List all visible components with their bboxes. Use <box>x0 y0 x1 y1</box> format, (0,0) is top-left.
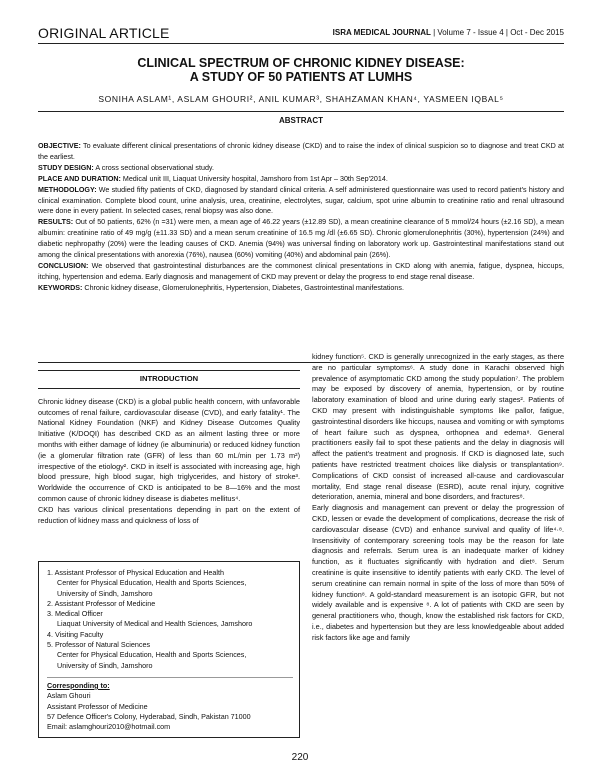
correspondence-email: Email: aslamghouri2010@hotmail.com <box>47 722 171 732</box>
intro-paragraph-1: Chronic kidney disease (CKD) is a global public health concern, with unfavorable outcomes of renal failure, cardiovascular disease (CVD), and early fatality¹. The National Kidney Foundation (NKF) and Kidney Disease Outcomes Quality Initiative (K/DOQI) has described CKD as an ailment lasting three or more months with either damage of kidney (ie albuminuria) or reduced kidney function (ie a glomerular filtration rate (GFR) of less than 60 mL/min per 1.73 m²) irrespective of the etiology². CKD in itself is associated with increasing age, high blood pressure, high blood sugar, high triglycerides, and history of stroke³. Worldwide the occurrence of CKD is anticipated to be 8—16% and the most common cause of chronic kidney disease is diabetes mellitus⁴. <box>38 396 300 503</box>
abstract-heading: ABSTRACT <box>279 116 323 125</box>
page-number: 220 <box>291 752 309 763</box>
header-rule <box>38 43 564 44</box>
affiliation-line: Center for Physical Education, Health and Sports Sciences, <box>57 578 247 588</box>
abstract-design: STUDY DESIGN: A cross sectional observational study. <box>38 163 214 172</box>
article-title <box>38 56 564 84</box>
journal-issue: | Volume 7 - Issue 4 | Oct - Dec 2015 <box>433 28 564 37</box>
affiliation-line: Liaquat University of Medical and Health Sciences, Jamshoro <box>57 619 253 629</box>
right-column <box>312 352 564 644</box>
correspondence-block <box>47 677 293 732</box>
author-list: SONIHA ASLAM¹, ASLAM GHOURI², ANIL KUMAR³, SHAHZAMAN KHAN⁴, YASMEEN IQBAL⁵ <box>98 94 504 104</box>
abstract-place: PLACE AND DURATION: Medical unit III, Liaquat University hospital, Jamshoro from 1st Apr – 30th Sep'2014. <box>38 174 388 183</box>
affiliation-box <box>38 561 300 738</box>
abstract-body <box>38 141 564 294</box>
correspondence-title: Assistant Professor of Medicine <box>47 701 148 711</box>
affiliation-line: 3. Medical Officer <box>47 609 103 619</box>
intro-paragraph-2: CKD has various clinical presentations depending in part on the extent of reduction of kidney mass and quickness of loss of <box>38 504 300 525</box>
correspondence-heading: Corresponding to: <box>47 680 110 690</box>
title-line-1: CLINICAL SPECTRUM OF CHRONIC KIDNEY DISEASE: <box>137 56 465 70</box>
intro-paragraph-4: Early diagnosis and management can prevent or delay the progression of CKD, lessen or evade the development of complications, decrease the risk of cardiovascular disease (CVD) and enhance survival and quality of life⁴·⁸. Insensitivity of contemporary screening tools may be the reason for late diagnosis and referrals. Serum urea is an inadequate marker of kidney function, as it fluctuates significantly with hydration and diet⁸. Serum creatinine is quite insensitive to identify patients with early CKD. The level of serum creatinine can remain normal in spite of the loss of more than 50% of kidney function⁸. A gold-standard measurement is an isotopic GFR, but not widely available and is expensive ⁸. A lot of patients with CKD are seen by general practitioners who, though, know the established risk factors for CKD, i.e., diabetes and hypertension but they are less knowledgeable about added risk factors like age and family <box>312 503 564 642</box>
affiliation-line: 4. Visiting Faculty <box>47 629 104 639</box>
section-label: ORIGINAL ARTICLE <box>38 25 170 41</box>
affiliation-line: Center for Physical Education, Health and Sports Sciences, <box>57 650 247 660</box>
correspondence-name: Aslam Ghouri <box>47 691 91 701</box>
intro-paragraph-3: kidney function⁵. CKD is generally unrecognized in the early stages, as there are no particular symptoms⁶. A study done in Karachi observed high prevalence of asymptomatic CKD among the study population⁷. The problem may be exposed by discovery of anemia, hypertension, or by routine laboratory examination of blood and urine during early stages². Patients of CKD may present with indistinguishable symptoms like pallor, fatigue, gastrointestinal disorders like hiccups, nausea and vomiting or with symptoms of heart failure such as dyspnea, orthopnea and edema⁸. General practitioners easily fail to spot these patients and the delay in diagnosis will affect the patient's treatment and prognosis. If CKD is diagnosed late, such patients have restricted treatment choices like dialysis or transplantation⁹. Complications of CKD consist of increased all-cause and cardiovascular mortality, End stage renal disease (ESRD), acute renal injury, cognitive deterioration, anemia, mineral and bone disorders, and fractures⁸. <box>312 352 564 502</box>
abstract-methodology: METHODOLOGY: We studied fifty patients of CKD, diagnosed by standard clinical criteria. A self administered questionnaire was used to record patient's history and clinical examination. Complete blood count, urine analysis, urea, creatinine, electrolytes, sugar, calcium, spot urine albumin to creatinine ratio and renal ultrasound were done in every patient. In selected cases, renal biopsy was also done. <box>38 185 564 216</box>
affiliation-line: 1. Assistant Professor of Physical Education and Health <box>47 568 224 577</box>
abstract-objective: OBJECTIVE: To evaluate different clinical presentations of chronic kidney disease (CKD) and to raise the index of clinical suspicion so to diagnose and treat CKD at the earliest. <box>38 142 564 161</box>
abstract-keywords: KEYWORDS: Chronic kidney disease, Glomerulonephritis, Hypertension, Diabetes, Gastrointestinal manifestations. <box>38 283 404 292</box>
intro-heading: INTRODUCTION <box>38 370 300 389</box>
abstract-conclusion: CONCLUSION: We observed that gastrointestinal disturbances are the commonest clinical presentations in CKD along with anemia, fatigue, dyspnea, hiccups, itching, hypertension and edema. Early diagnosis and management of CKD may prevent or delay the progress to end stage renal disease. <box>38 261 564 281</box>
affiliation-line: University of Sindh, Jamshoro <box>57 660 153 670</box>
journal-name: ISRA MEDICAL JOURNAL <box>332 28 431 37</box>
affiliation-line: 2. Assistant Professor of Medicine <box>47 598 156 608</box>
title-line-2: A STUDY OF 50 PATIENTS AT LUMHS <box>189 70 413 84</box>
affiliation-line: University of Sindh, Jamshoro <box>57 588 153 598</box>
affiliation-line: 5. Professor of Natural Sciences <box>47 640 151 650</box>
abstract-results: RESULTS: Out of 50 patients, 62% (n =31) were men, a mean age of 46.22 years (±12.89 SD), a mean creatinine clearance of 5 mmol/24 hours (±2.16 SD), a mean albumin: creatinine ratio of 49 mg/g (±11.33 SD) and a mean serum creatinine of 16.5 mg /dl (±6.65 SD). Chronic glomerulonephritis (30%), hypertension (24%) and diabetic nephropathy (20%) were the leading causes of CKD. Anemia (94%) was universal finding on laboratory work up. Gastrointestinal manifestations stand out among the clinical presentations with anorexia (76%), nausea (60%) vomiting (40%) and abdominal pain (26%). <box>38 218 564 260</box>
left-column <box>38 370 300 526</box>
journal-info <box>333 28 564 37</box>
abstract-box <box>38 111 564 363</box>
correspondence-address: 57 Defence Officer's Colony, Hyderabad, Sindh, Pakistan 71000 <box>47 711 251 721</box>
